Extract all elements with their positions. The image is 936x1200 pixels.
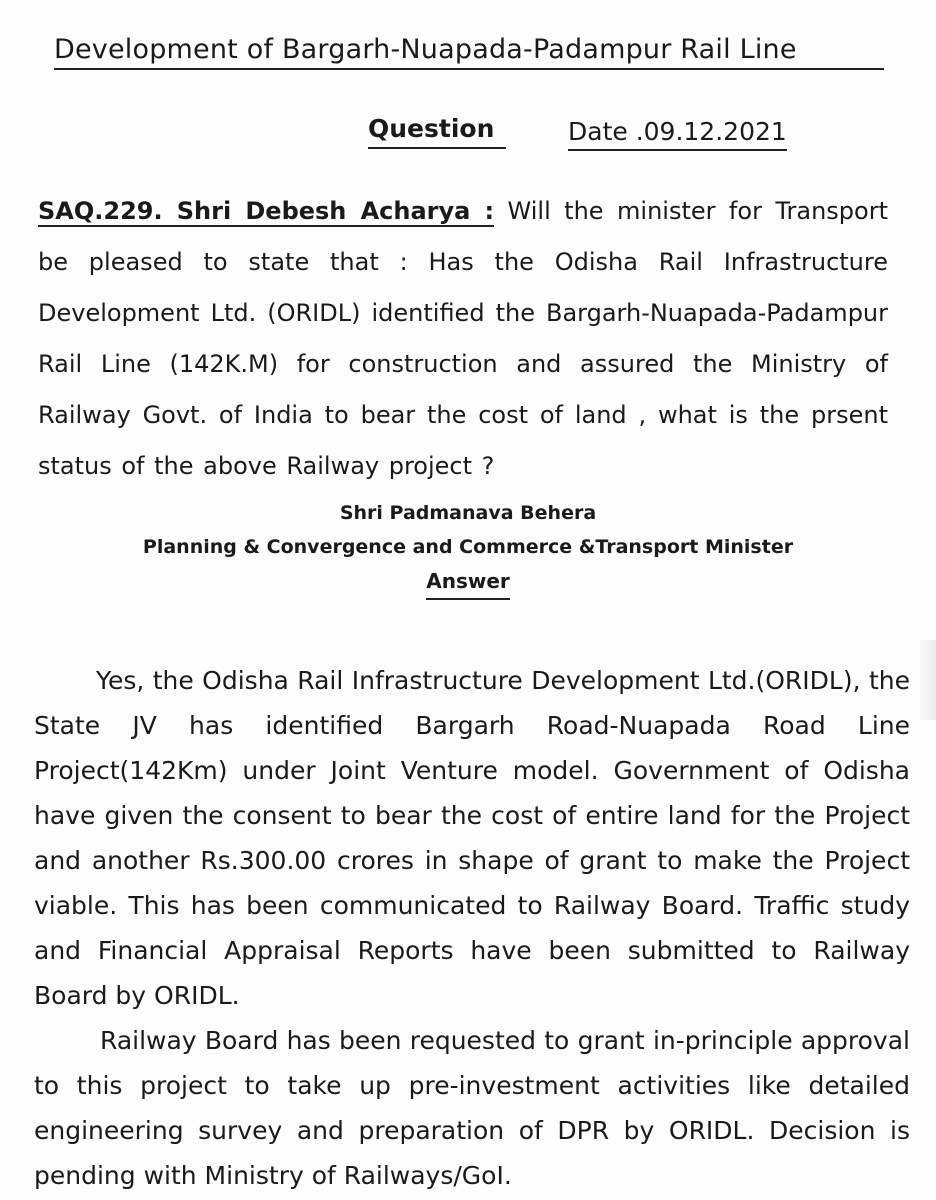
minister-block [0, 496, 936, 600]
question-label: Question [368, 114, 506, 149]
minister-title: Planning & Convergence and Commerce &Transport Minister [142, 536, 794, 558]
scan-edge-shadow [918, 640, 936, 720]
question-paragraph [38, 186, 888, 492]
document-title: Development of Bargarh-Nuapada-Padampur Rail Line [54, 34, 884, 70]
answer-body [34, 658, 910, 1198]
answer-paragraph: Yes, the Odisha Rail Infrastructure Development Ltd.(ORIDL), the State JV has identified Bargarh Road-Nuapada Road Line Project(142Km) under Joint Venture model. Government of Odisha have given the consent to bear the cost of entire land for the Project and another Rs.300.00 crores in shape of grant to make the Project viable. This has been communicated to Railway Board. Traffic study and Financial Appraisal Reports have been submitted to Railway Board by ORIDL. [34, 666, 910, 1010]
answer-label: Answer [426, 564, 510, 600]
question-lead: SAQ.229. Shri Debesh Acharya : [38, 197, 495, 225]
question-date: Date .09.12.2021 [568, 117, 787, 151]
answer-paragraph: Railway Board has been requested to grant in-principle approval to this project to take up pre-investment activities like detailed engineering survey and preparation of DPR by ORIDL. Decision is pending with Ministry of Railways/GoI. [34, 1026, 910, 1190]
minister-name: Shri Padmanava Behera [339, 502, 597, 524]
question-text: Will the minister for Transport be pleased to state that : Has the Odisha Rail Infrastructure Development Ltd. (ORIDL) identified the Bargarh-Nuapada-Padampur Rail Line (142K.M) for construction and assured the Ministry of Railway Govt. of India to bear the cost of land , what is the prsent status of the above Railway project ? [38, 197, 888, 480]
